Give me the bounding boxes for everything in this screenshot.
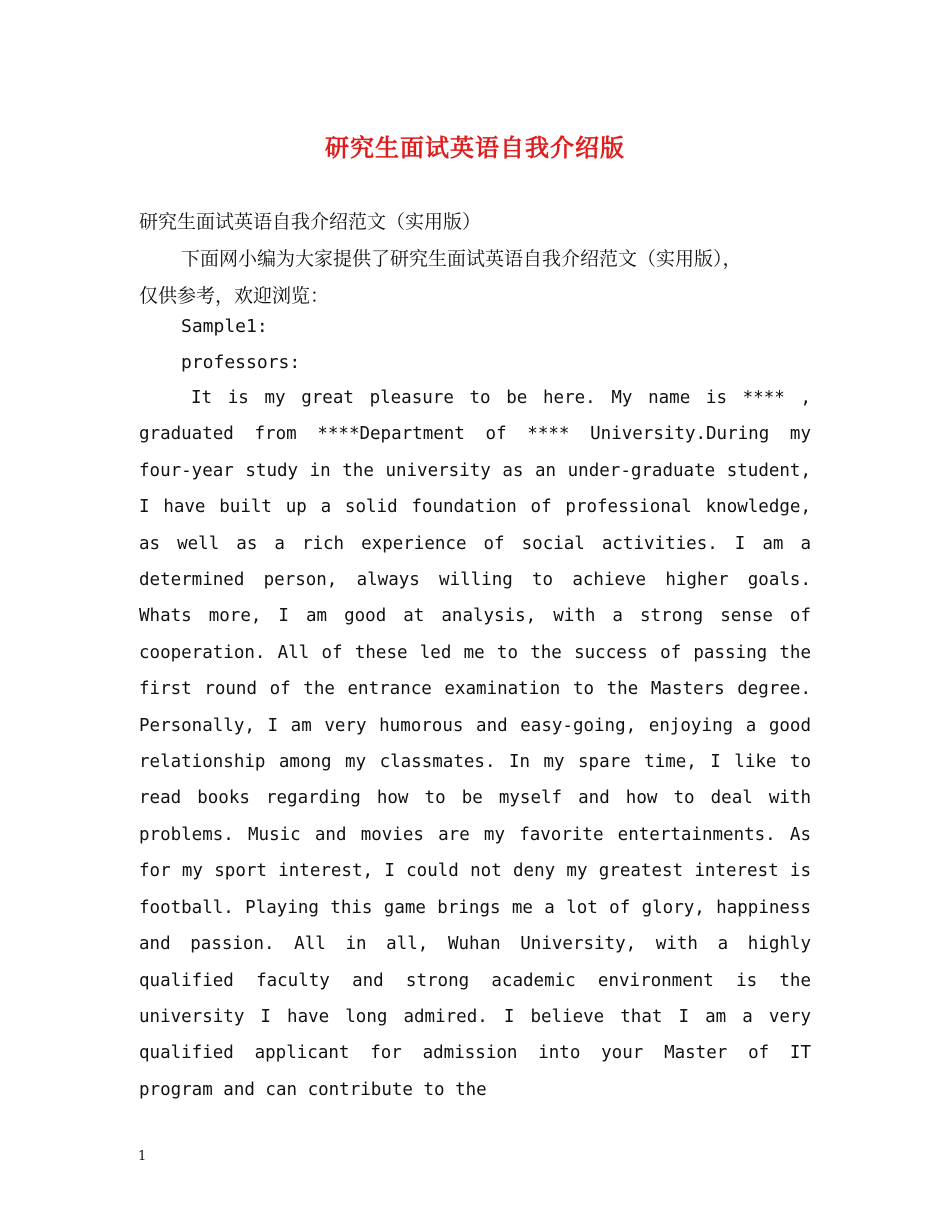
intro-line-1: 下面网小编为大家提供了研究生面试英语自我介绍范文（实用版），: [181, 248, 742, 270]
intro-line-2: 仅供参考，欢迎浏览：: [139, 285, 330, 307]
document-title: 研究生面试英语自我介绍版: [325, 133, 625, 162]
body-paragraph-text: It is my great pleasure to be here. My name is **** , graduated from ****Department of **** University.During my four-year study in the university as an under-graduate student, I have built up a solid foundation of professional knowledge, as well as a rich experience of social activities. I am a determined person, always willing to achieve higher goals. Whats more, I am good at analysis, with a strong sense of cooperation. All of these led me to the success of passing the first round of the entrance examination to the Masters degree. Personally, I am very humorous and easy-going, enjoying a good relationship among my classmates. In my spare time, I like to read books regarding how to be myself and how to deal with problems. Music and movies are my favorite entertainments. As for my sport interest, I could not deny my greatest interest is football. Playing this game brings me a lot of glory, happiness and passion. All in all, Wuhan University, with a highly qualified faculty and strong academic environment is the university I have long admired. I believe that I am a very qualified applicant for admission into your Master of IT program and can contribute to the: [139, 388, 811, 1100]
salutation: professors:: [181, 352, 301, 373]
page-number: 1: [138, 1149, 147, 1164]
document-subtitle: 研究生面试英语自我介绍范文（实用版）: [139, 211, 482, 233]
sample-label: Sample1:: [181, 316, 268, 337]
body-paragraph: [139, 380, 811, 1108]
